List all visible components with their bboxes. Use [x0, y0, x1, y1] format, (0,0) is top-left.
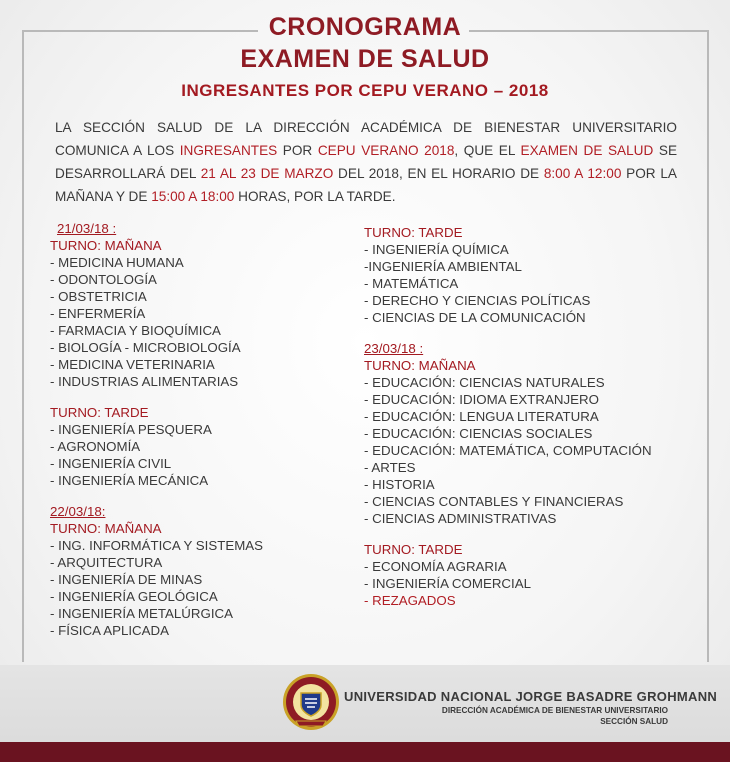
university-seal-icon	[282, 673, 340, 731]
list-day3-tarde	[364, 558, 652, 592]
list-item: - MEDICINA HUMANA	[50, 255, 184, 270]
subtitle: INGRESANTES POR CEPU VERANO – 2018	[181, 81, 549, 100]
list-item: - CIENCIAS CONTABLES Y FINANCIERAS	[364, 494, 624, 509]
list-item: - DERECHO Y CIENCIAS POLÍTICAS	[364, 293, 591, 308]
list-item: - ECONOMÍA AGRARIA	[364, 559, 507, 574]
frame-right-line	[707, 30, 709, 662]
turno-label: TURNO: MAÑANA	[50, 238, 162, 253]
footer-stripe	[0, 742, 730, 762]
list-item: - INGENIERÍA CIVIL	[50, 456, 172, 471]
list-item: - EDUCACIÓN: LENGUA LITERATURA	[364, 409, 599, 424]
list-item: - EDUCACIÓN: CIENCIAS SOCIALES	[364, 426, 593, 441]
turno-label: TURNO: TARDE	[50, 405, 149, 420]
rezagados-item: - REZAGADOS	[364, 593, 456, 608]
list-day2-manana	[50, 537, 263, 639]
list-item: - INGENIERÍA QUÍMICA	[364, 242, 509, 257]
list-item: - MEDICINA VETERINARIA	[50, 357, 215, 372]
university-name: UNIVERSIDAD NACIONAL JORGE BASADRE GROHMANN	[344, 689, 718, 704]
list-day2-tarde	[364, 241, 652, 326]
section-name: SECCIÓN SALUD	[600, 717, 668, 726]
list-item: - INDUSTRIAS ALIMENTARIAS	[50, 374, 239, 389]
list-item: - ODONTOLOGÍA	[50, 272, 157, 287]
list-item: - ARTES	[364, 460, 416, 475]
list-item: - HISTORIA	[364, 477, 435, 492]
list-item: - BIOLOGÍA - MICROBIOLOGÍA	[50, 340, 241, 355]
right-column	[364, 224, 652, 609]
turno-label: TURNO: TARDE	[364, 225, 463, 240]
turno-label: TURNO: MAÑANA	[364, 358, 476, 373]
turno-label: TURNO: TARDE	[364, 542, 463, 557]
title-cronograma: CRONOGRAMA	[268, 13, 462, 41]
list-item: - INGENIERÍA DE MINAS	[50, 572, 203, 587]
list-item: - INGENIERÍA GEOLÓGICA	[50, 589, 218, 604]
date-21: 21/03/18 :	[57, 221, 117, 236]
list-item: - FARMACIA Y BIOQUÍMICA	[50, 323, 221, 338]
list-item: - FÍSICA APLICADA	[50, 623, 169, 638]
list-item: -INGENIERÍA AMBIENTAL	[364, 259, 522, 274]
date-23: 23/03/18 :	[364, 341, 424, 356]
list-item: - ING. INFORMÁTICA Y SISTEMAS	[50, 538, 264, 553]
title-examen-salud: EXAMEN DE SALUD	[240, 45, 490, 73]
list-item: - EDUCACIÓN: IDIOMA EXTRANJERO	[364, 392, 599, 407]
intro-paragraph: LA SECCIÓN SALUD DE LA DIRECCIÓN ACADÉMICA DE BIENESTAR UNIVERSITARIO COMUNICA A LOS INGRESANTES POR CEPU VERANO 2018, QUE EL EXAMEN DE SALUD SE DESARROLLARÁ DEL 21 AL 23 DE MARZO DEL 2018, EN EL HORARIO DE 8:00 A 12:00 POR LA MAÑANA Y DE 15:00 A 18:00 HORAS, POR LA TARDE.	[55, 120, 678, 204]
list-item: - INGENIERÍA MECÁNICA	[50, 473, 209, 488]
list-item: - ENFERMERÍA	[50, 306, 146, 321]
list-day3-manana	[364, 374, 652, 527]
list-item: - OBSTETRICIA	[50, 289, 147, 304]
list-item: - EDUCACIÓN: MATEMÁTICA, COMPUTACIÓN	[364, 443, 652, 458]
department-name: DIRECCIÓN ACADÉMICA DE BIENESTAR UNIVERSITARIO	[441, 706, 668, 715]
date-22: 22/03/18:	[50, 504, 106, 519]
list-item: - INGENIERÍA COMERCIAL	[364, 576, 531, 591]
list-day1-tarde	[50, 421, 263, 489]
list-item: - AGRONOMÍA	[50, 439, 141, 454]
list-item: - INGENIERÍA PESQUERA	[50, 422, 212, 437]
turno-label: TURNO: MAÑANA	[50, 521, 162, 536]
list-item: - CIENCIAS DE LA COMUNICACIÓN	[364, 310, 586, 325]
list-item: - INGENIERÍA METALÚRGICA	[50, 606, 233, 621]
list-item: - EDUCACIÓN: CIENCIAS NATURALES	[364, 375, 605, 390]
list-item: - ARQUITECTURA	[50, 555, 163, 570]
list-item: - CIENCIAS ADMINISTRATIVAS	[364, 511, 557, 526]
frame-left-line	[22, 30, 24, 662]
list-day1-manana	[50, 254, 263, 390]
left-column	[50, 220, 263, 639]
list-item: - MATEMÁTICA	[364, 276, 459, 291]
